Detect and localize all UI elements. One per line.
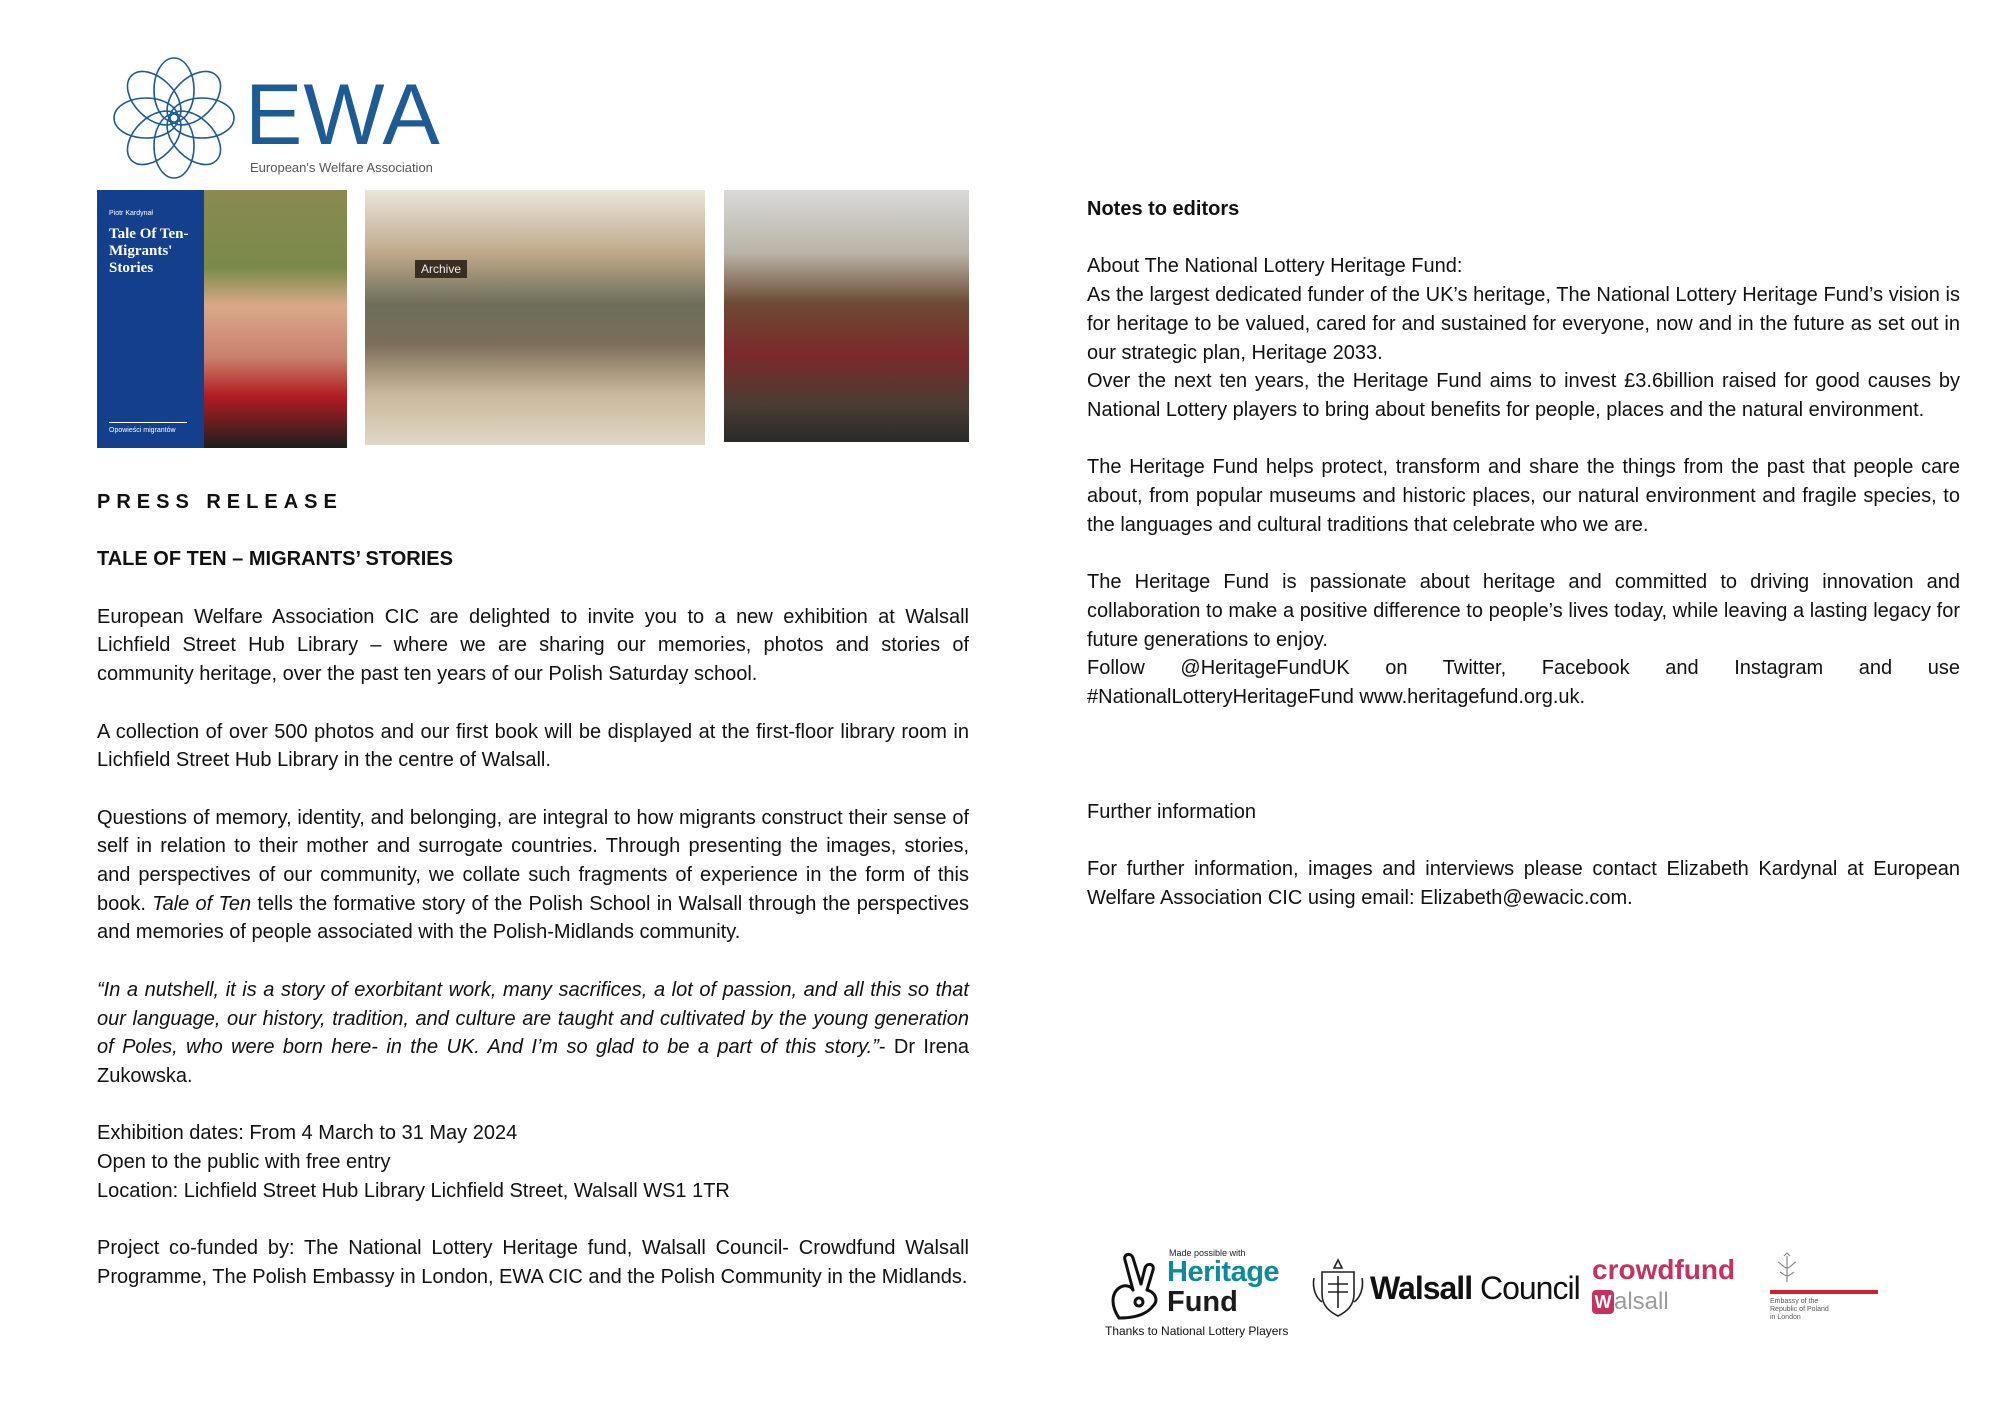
logo-subtitle: European's Welfare Association: [250, 160, 433, 175]
press-release-label: PRESS RELEASE: [97, 491, 343, 513]
ewa-logo: [97, 52, 441, 180]
crowdfund-walsall-text: alsall: [1614, 1288, 1669, 1315]
book-subtitle: Opowieści migrantów: [109, 422, 187, 434]
photo-strip: [97, 190, 969, 448]
book-author: Piotr Kardynał: [109, 210, 153, 217]
intro-paragraph: European Welfare Association CIC are delighted to invite you to a new exhibition at Walsall Lichfield Street Hub Library – where we are sharing our memories, photos and stories of community heritage, over the past ten years of our Polish Saturday school.: [97, 605, 969, 686]
crowdfund-text: crowdfund: [1592, 1254, 1736, 1285]
polish-embassy-logo: [1770, 1250, 1890, 1334]
crossed-fingers-icon: [1105, 1250, 1163, 1322]
book-title-italic: Tale of Ten: [152, 892, 252, 915]
heritage-fund-logo: [1105, 1248, 1305, 1338]
quote-text: “In a nutshell, it is a story of exorbitant work, many sacrifices, a lot of passion, and all this so that our language, our history, tradition, and culture are taught and cultivated by the young generation of Poles, who were born here- in the UK. And I’m so glad to be a part of this story.”: [97, 978, 969, 1059]
about-title: About The National Lottery Heritage Fund:: [1087, 255, 1463, 278]
follow-paragraph: Follow @HeritageFundUK on Twitter, Facebook and Instagram and use #NationalLotteryHeritageFund www.heritagefund.org.uk.: [1087, 657, 1960, 708]
girl-portrait-image: [204, 190, 347, 448]
quote-author: - Dr Irena Zukowska.: [97, 1036, 969, 1087]
archive-sign: Archive: [415, 260, 467, 278]
right-column: [1087, 195, 1960, 912]
headline: TALE OF TEN – MIGRANTS’ STORIES: [97, 548, 453, 571]
hf-made-possible: Made possible with: [1169, 1248, 1246, 1258]
book-cover-image: [97, 190, 347, 448]
library-photo: [365, 190, 705, 445]
logo-title: EWA: [245, 67, 441, 163]
about-paragraph-4: The Heritage Fund is passionate about heritage and committed to driving innovation and collaboration to make a positive difference to people’s lives today, while leaving a lasting legacy for future generations to enjoy.: [1087, 571, 1960, 651]
sponsor-logos: [1105, 1248, 1905, 1338]
crowdfund-w-badge: W: [1592, 1290, 1614, 1314]
hf-heritage: Heritage: [1167, 1256, 1280, 1288]
quote-paragraph: [97, 976, 969, 1091]
group-selfie-photo: [724, 190, 969, 442]
embassy-text: Embassy of the Republic of Poland in London: [1770, 1298, 1829, 1321]
collection-paragraph: A collection of over 500 photos and our first book will be displayed at the first-floor library room in Lichfield Street Hub Library in the centre of Walsall.: [97, 720, 969, 772]
crowdfund-walsall-logo: [1592, 1254, 1742, 1324]
left-column: [97, 52, 969, 1292]
about-paragraph-1: As the largest dedicated funder of the UK’s heritage, The National Lottery Heritage Fund’s vision is for heritage to be valued, cared for and sustained for everyone, now and in the future as set out in our strategic plan, Heritage 2033.: [1087, 284, 1960, 364]
notes-title: Notes to editors: [1087, 198, 1240, 220]
eagle-emblem-icon: [1772, 1252, 1802, 1286]
crest-icon: [1310, 1258, 1366, 1320]
walsall-council-logo: [1310, 1258, 1580, 1322]
about-paragraph-2: Over the next ten years, the Heritage Fund aims to invest £3.6billion raised for good causes by National Lottery players to bring about benefits for people, places and the natural environment.: [1087, 370, 1960, 421]
embassy-red-bar: [1770, 1290, 1878, 1294]
flower-logo-icon: [107, 54, 242, 182]
hf-fund: Fund: [1167, 1286, 1238, 1318]
walsall-council-name: Walsall Council: [1370, 1270, 1580, 1306]
further-paragraph: For further information, images and interviews please contact Elizabeth Kardynal at European Welfare Association CIC using email: Elizabeth@ewacic.com.: [1087, 858, 1960, 909]
book-cover: [97, 190, 204, 448]
memory-paragraph: Questions of memory, identity, and belonging, are integral to how migrants construct their sense of self in relation to their mother and surrogate countries. Through presenting the images, stories, and perspectives of our community, we collate such fragments of experience in the form of this book. Tale of Ten tells the formative story of the Polish School in Walsall through the perspectives and memories of people associated with the Polish-Midlands community.: [97, 806, 969, 944]
exhibition-dates: Exhibition dates: From 4 March to 31 May 2024: [97, 1122, 518, 1145]
entry-info: Open to the public with free entry: [97, 1151, 391, 1174]
hf-thanks: Thanks to National Lottery Players: [1105, 1324, 1289, 1338]
further-title: Further information: [1087, 800, 1256, 823]
book-title: Tale Of Ten- Migrants' Stories: [109, 226, 189, 276]
location-info: Location: Lichfield Street Hub Library Lichfield Street, Walsall WS1 1TR: [97, 1179, 730, 1202]
about-paragraph-3: The Heritage Fund helps protect, transform and share the things from the past that people care about, from popular museums and historic places, our natural environment and fragile species, to the languages and cultural traditions that celebrate who we are.: [1087, 456, 1960, 536]
cofunded-paragraph: Project co-funded by: The National Lottery Heritage fund, Walsall Council- Crowdfund Walsall Programme, The Polish Embassy in London, EWA CIC and the Polish Community in the Midlands.: [97, 1237, 969, 1288]
